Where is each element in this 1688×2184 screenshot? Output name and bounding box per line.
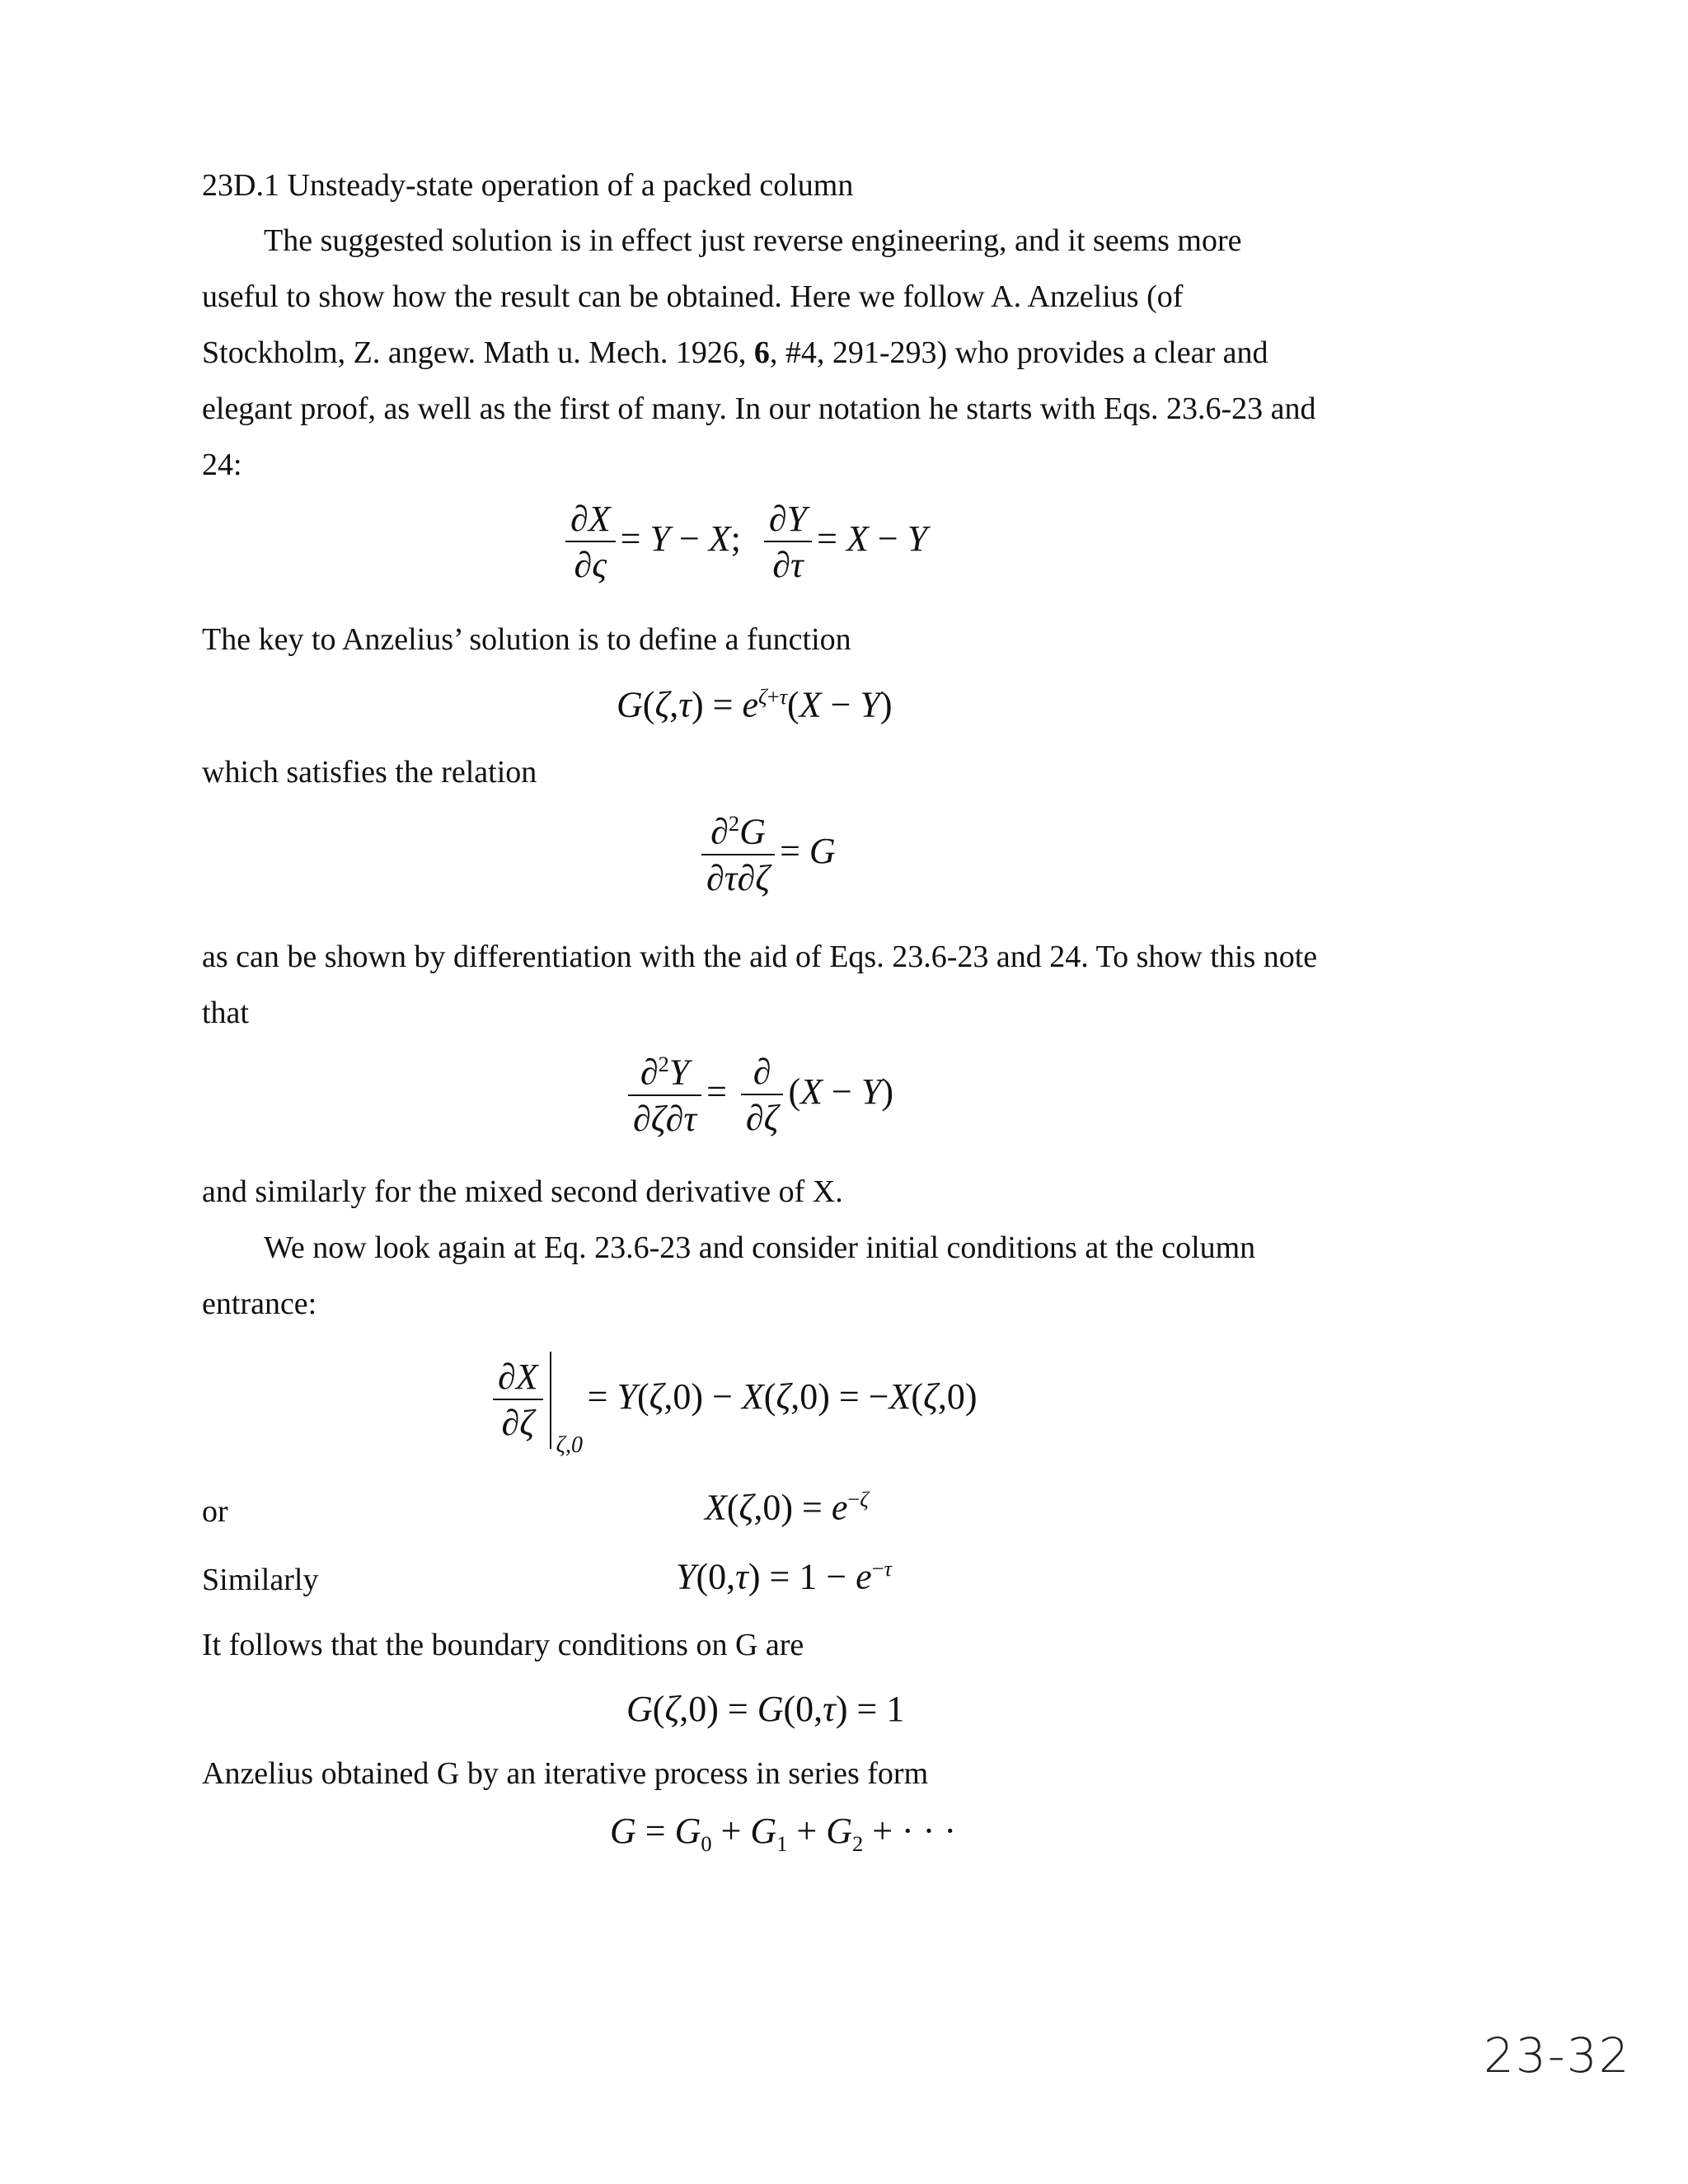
paragraph-line: which satisfies the relation	[202, 755, 537, 790]
equation-g-definition: $G(\zeta,\tau) = e^{\zeta+\tau}(X - Y)$	[617, 684, 893, 725]
paragraph-line: The key to Anzelius’ solution is to define a function	[202, 622, 851, 657]
paragraph-line: elegant proof, as well as the first of many. In our notation he starts with Eqs. 23.6-23 and	[202, 391, 1316, 426]
label-or: or	[202, 1494, 228, 1529]
citation-text: , #4, 291-293) who provides a clear and	[769, 335, 1268, 370]
equation-series: $G = G_0 + G_1 + G_2$ + · · ·	[610, 1811, 956, 1856]
paragraph-line: useful to show how the result can be obtained. Here we follow A. Anzelius (of	[202, 279, 1184, 314]
paragraph-line: It follows that the boundary conditions on G are	[202, 1628, 804, 1662]
page-number: 23-32	[1484, 2027, 1631, 2083]
paragraph-line: entrance:	[202, 1286, 317, 1321]
paragraph-line: The suggested solution is in effect just reverse engineering, and it seems more	[264, 223, 1242, 258]
equation-boundary-conditions: G(ζ,0) = G(0,τ) = 1	[626, 1689, 905, 1729]
paragraph-line: We now look again at Eq. 23.6-23 and consider initial conditions at the column	[264, 1230, 1256, 1265]
equation-governing: $\frac{\partial X}{\partial\varsigma}$ = Y − X; $\frac{\partial Y}{\partial\tau}$ = X − Y	[560, 501, 927, 583]
paragraph-line: as can be shown by differentiation with the aid of Eqs. 23.6-23 and 24. To show this note	[202, 940, 1318, 974]
equation-y-initial: $Y(0,\tau) = 1 - e^{-\tau}$	[676, 1556, 893, 1597]
equation-entrance-condition: $\frac{\partial X}{\partial\zeta}$ ζ,0 = Y(ζ,0) − X(ζ,0) = −X(ζ,0)	[488, 1352, 978, 1449]
equation-g-relation: $\frac{\partial^2G}{\partial\tau\partial\zeta}$ = G	[696, 813, 836, 897]
equation-x-initial: $X(\zeta,0) = e^{-\zeta}$	[705, 1487, 869, 1528]
paragraph-line: Anzelius obtained G by an iterative process in series form	[202, 1756, 929, 1791]
citation-text: Stockholm, Z. angew. Math u. Mech. 1926,	[202, 335, 754, 370]
paragraph-line	[202, 337, 1268, 368]
paragraph-line: that	[202, 996, 249, 1030]
paragraph-line: and similarly for the mixed second derivative of X.	[202, 1174, 843, 1209]
equation-mixed-derivative: $\frac{\partial^2Y}{\partial\zeta\partial\tau}$ = $\frac{\partial}{\partial\zeta}$ (X − Y)	[623, 1053, 893, 1137]
section-title: 23D.1 Unsteady-state operation of a packed column	[202, 168, 854, 203]
label-similarly: Similarly	[202, 1563, 319, 1597]
paragraph-line: 24:	[202, 448, 242, 482]
volume-number: 6	[753, 335, 770, 370]
